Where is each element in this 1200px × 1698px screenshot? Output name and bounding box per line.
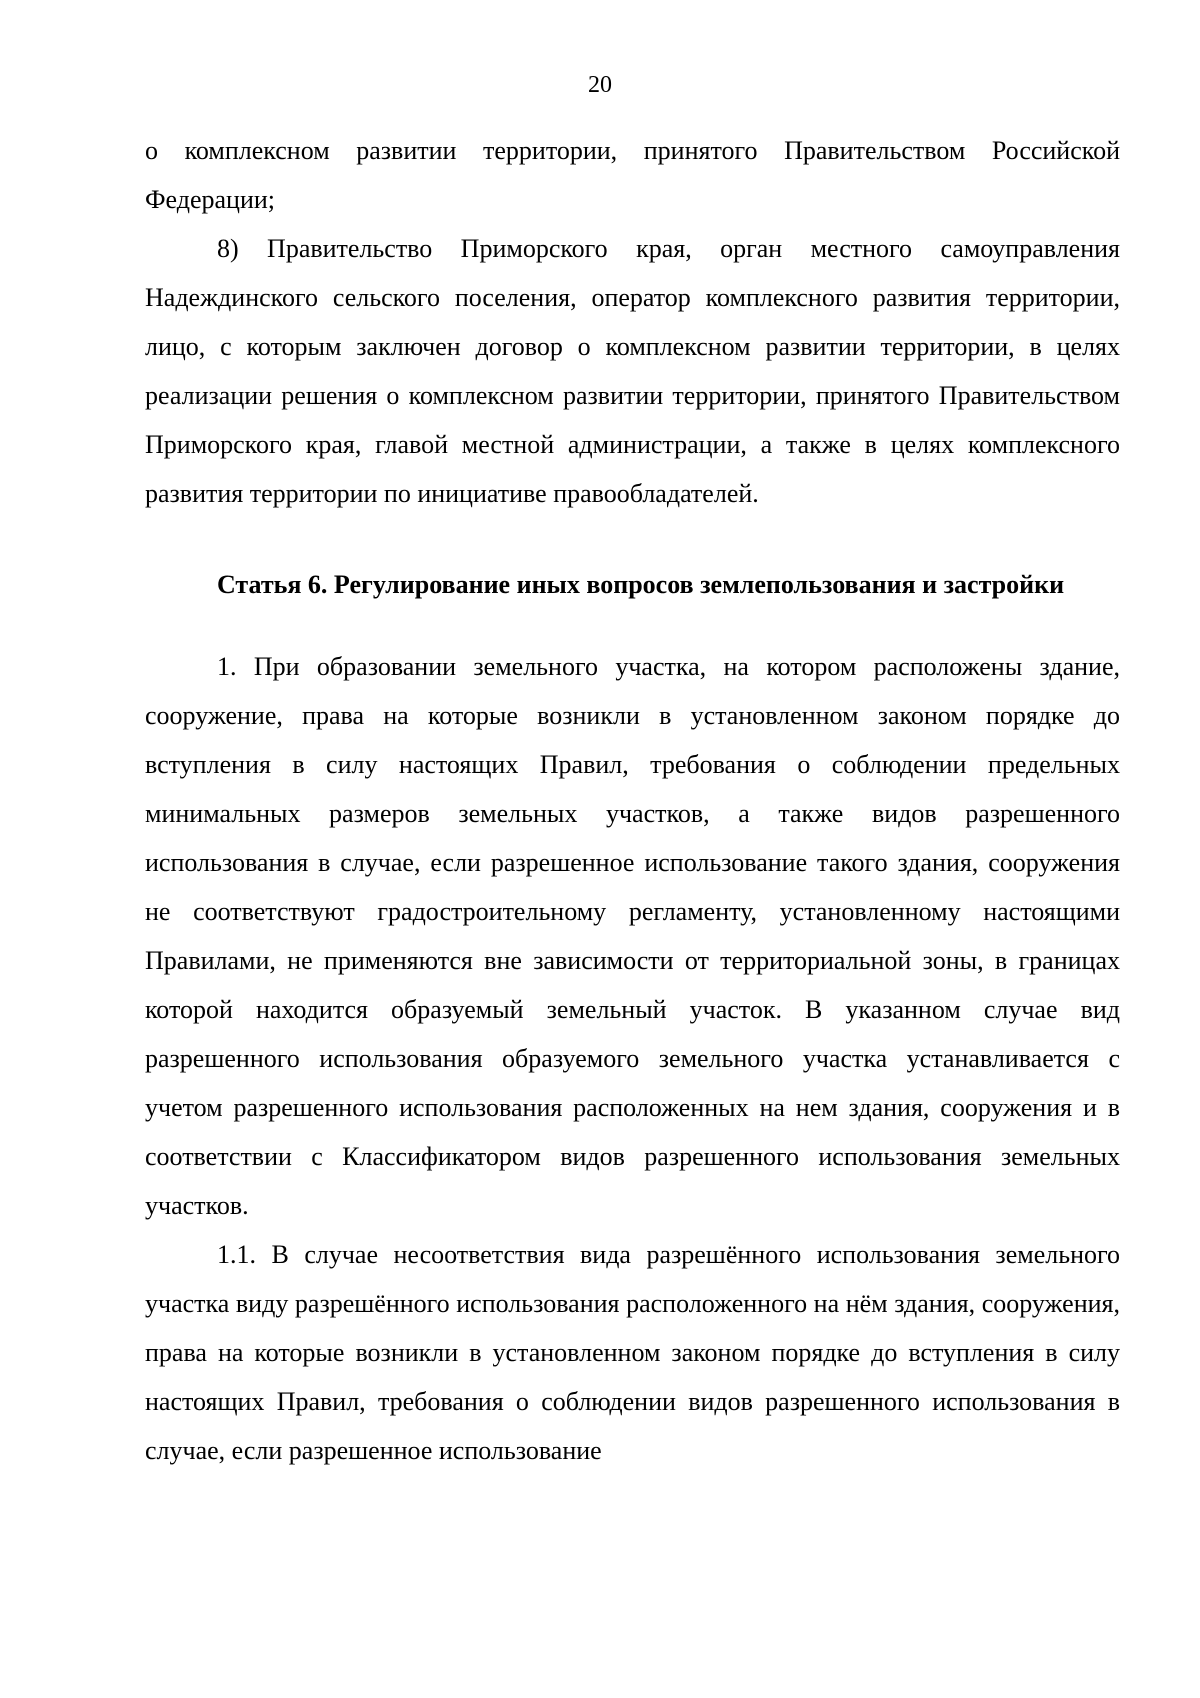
article-heading: Статья 6. Регулирование иных вопросов землепользования и застройки [217, 570, 1065, 599]
spacer [145, 606, 1120, 642]
paragraph-continuation: о комплексном развитии территории, принятого Правительством Российской Федерации; [145, 136, 1120, 214]
paragraph-item-1-1: 1.1. В случае несоответствия вида разрешённого использования земельного участка виду разрешённого использования расположенного на нём здания, сооружения, права на которые возникли в установленном законом порядке до вступления в силу настоящих Правил, требования о соблюдении видов разрешенного использования в случае, если разрешенное использование [145, 1240, 1120, 1465]
paragraph-item-1: 1. При образовании земельного участка, на котором расположены здание, сооружение, права на которые возникли в установленном законом порядке до вступления в силу настоящих Правил, требования о соблюдении предельных минимальных размеров земельных участков, а также видов разрешенного использования в случае, если разрешенное использование такого здания, сооружения не соответствуют градостроительному регламенту, установленному настоящими Правилами, не применяются вне зависимости от территориальной зоны, в границах которой находится образуемый земельный участок. В указанном случае вид разрешенного использования образуемого земельного участка устанавливается с учетом разрешенного использования расположенных на нем здания, сооружения и в соответствии с Классификатором видов разрешенного использования земельных участков. [145, 652, 1120, 1220]
spacer [145, 518, 1120, 564]
paragraph-item-8: 8) Правительство Приморского края, орган местного самоуправления Надеждинского сельского поселения, оператор комплексного развития территории, лицо, с которым заключен договор о комплексном развитии территории, в целях реализации решения о комплексном развитии территории, принятого Правительством Приморского края, главой местной администрации, а также в целях комплексного развития территории по инициативе правообладателей. [145, 234, 1120, 508]
page-number: 20 [588, 72, 612, 98]
document-body [145, 126, 1120, 1475]
